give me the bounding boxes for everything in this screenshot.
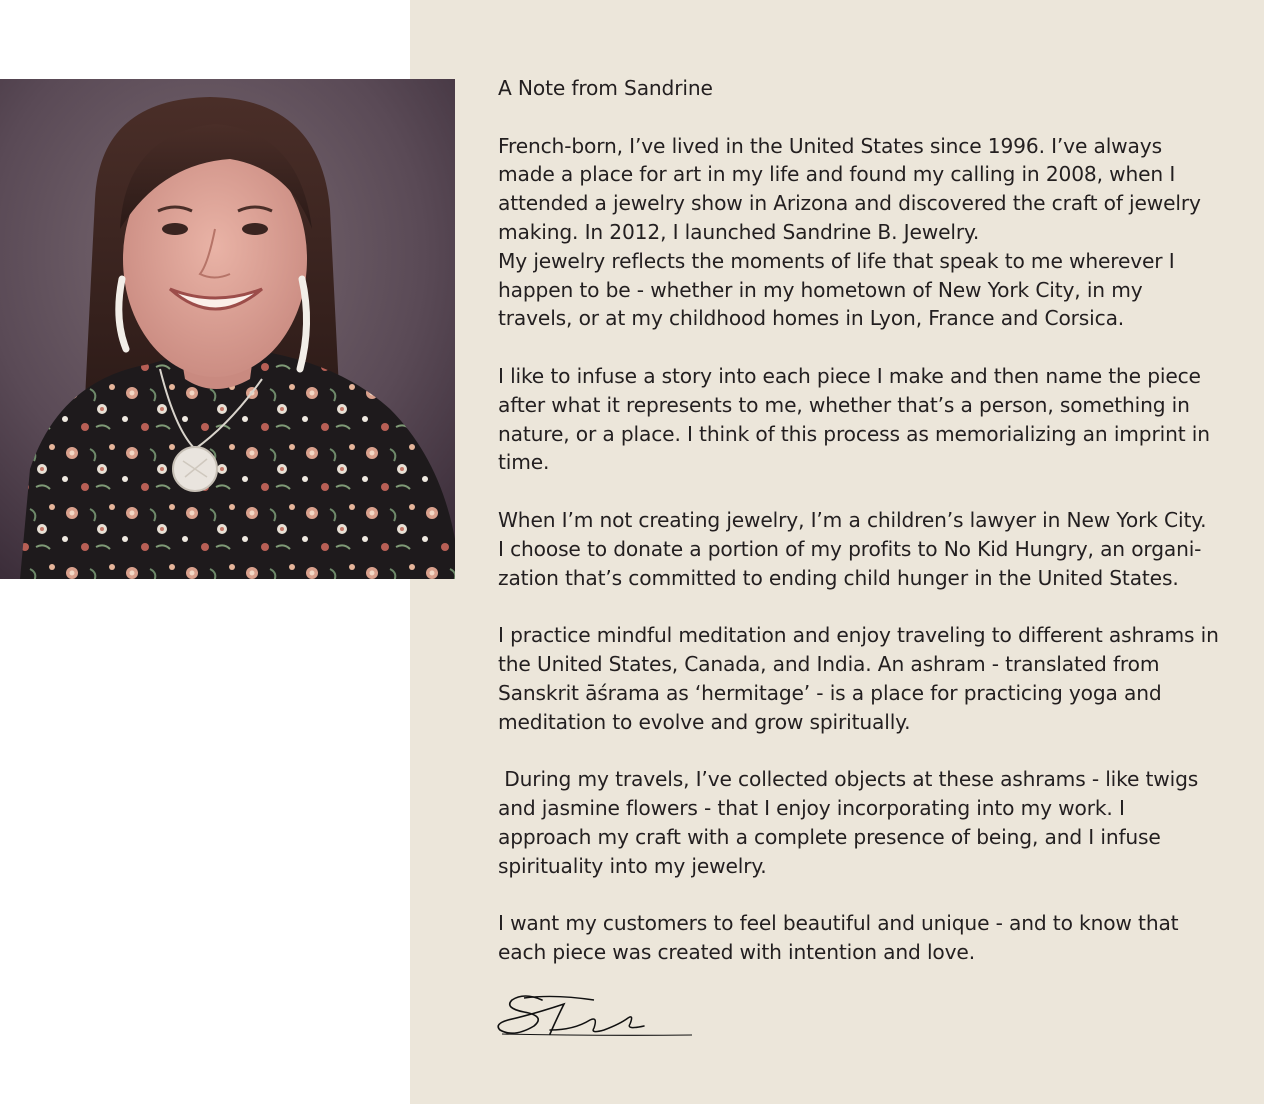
note-line: making. In 2012, I launched Sandrine B. Jewelry. — [498, 219, 980, 244]
note-line: each piece was created with intention and love. — [498, 939, 975, 964]
portrait-photo — [0, 79, 455, 579]
note-title: A Note from Sandrine — [498, 76, 713, 100]
paragraph-gap — [498, 592, 1264, 621]
note-line: attended a jewelry show in Arizona and discovered the craft of jewelry — [498, 191, 1201, 216]
note-line: nature, or a place. I think of this process as memorializing an imprint in — [498, 421, 1210, 446]
paragraph-gap — [498, 736, 1264, 765]
note-line: zation that’s committed to ending child hunger in the United States. — [498, 565, 1179, 590]
note-line: I want my customers to feel beautiful and unique - and to know that — [498, 911, 1179, 936]
note-paragraph — [498, 765, 1264, 880]
note-letter — [498, 74, 1264, 967]
note-line: and jasmine flowers - that I enjoy incorporating into my work. I — [498, 795, 1125, 820]
note-paragraph — [498, 132, 1264, 334]
note-line: During my travels, I’ve collected objects at these ashrams - like twigs — [498, 767, 1199, 792]
note-line: I choose to donate a portion of my profits to No Kid Hungry, an organi- — [498, 536, 1202, 561]
note-line: approach my craft with a complete presence of being, and I infuse — [498, 824, 1161, 849]
note-line: made a place for art in my life and found my calling in 2008, when I — [498, 162, 1176, 187]
note-line: My jewelry reflects the moments of life that speak to me wherever I — [498, 248, 1175, 273]
note-line: happen to be - whether in my hometown of New York City, in my — [498, 277, 1143, 302]
note-paragraph — [498, 909, 1264, 967]
note-paragraph — [498, 621, 1264, 736]
handwritten-signature — [494, 990, 698, 1042]
paragraph-gap — [498, 333, 1264, 362]
note-line: time. — [498, 450, 550, 475]
paragraph-gap — [498, 880, 1264, 909]
note-line: travels, or at my childhood homes in Lyon, France and Corsica. — [498, 306, 1125, 331]
paragraph-gap — [498, 477, 1264, 506]
note-line: meditation to evolve and grow spiritually. — [498, 709, 911, 734]
note-line: Sanskrit āśrama as ‘hermitage’ - is a place for practicing yoga and — [498, 680, 1162, 705]
note-line: the United States, Canada, and India. An ashram - translated from — [498, 651, 1160, 676]
note-line: after what it represents to me, whether that’s a person, something in — [498, 392, 1190, 417]
note-line: French-born, I’ve lived in the United States since 1996. I’ve always — [498, 133, 1162, 158]
note-paragraph — [498, 506, 1264, 592]
note-line: I like to infuse a story into each piece I make and then name the piece — [498, 363, 1201, 388]
paragraph-gap — [498, 103, 1264, 132]
note-line: When I’m not creating jewelry, I’m a children’s lawyer in New York City. — [498, 507, 1207, 532]
note-line: I practice mindful meditation and enjoy traveling to different ashrams in — [498, 623, 1219, 648]
note-line: spirituality into my jewelry. — [498, 853, 767, 878]
note-paragraph — [498, 362, 1264, 477]
